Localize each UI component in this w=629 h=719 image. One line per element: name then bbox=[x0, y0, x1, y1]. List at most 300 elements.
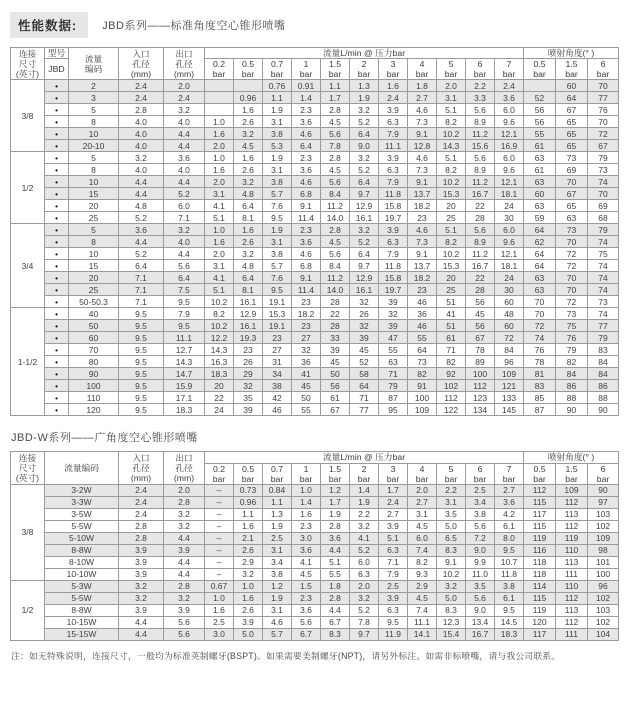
flow-code-cell: 3-5W bbox=[45, 508, 119, 520]
flow-value-cell: 35 bbox=[234, 392, 263, 404]
flow-value-cell: 6.3 bbox=[379, 236, 408, 248]
outlet-orifice-cell: 18.3 bbox=[164, 404, 205, 416]
flow-value-cell: 2.2 bbox=[350, 508, 379, 520]
angle-value-cell: 111 bbox=[556, 568, 588, 580]
outlet-orifice-cell: 4.4 bbox=[164, 128, 205, 140]
flow-value-cell: 4.5 bbox=[408, 592, 437, 604]
flow-value-cell: 23 bbox=[234, 344, 263, 356]
header-line: (mm) bbox=[130, 473, 152, 484]
flow-value-cell: 112 bbox=[437, 392, 466, 404]
angle-value-cell: 79 bbox=[556, 344, 588, 356]
header-line: 6 bbox=[600, 59, 606, 70]
model-bullet-cell bbox=[45, 272, 69, 284]
flow-value-cell: 9.1 bbox=[408, 128, 437, 140]
inlet-orifice-cell: 9.5 bbox=[119, 332, 164, 344]
flow-value-cell: 6.3 bbox=[350, 568, 379, 580]
flow-value-cell: 72 bbox=[495, 332, 524, 344]
table-row bbox=[11, 380, 619, 392]
flow-value-cell: 3.1 bbox=[263, 604, 292, 616]
flow-value-cell: 2.6 bbox=[234, 544, 263, 556]
flow-value-cell: 6.1 bbox=[495, 592, 524, 604]
inlet-orifice-cell: 4.4 bbox=[119, 176, 164, 188]
angle-value-cell: 120 bbox=[524, 616, 556, 628]
table-row bbox=[11, 272, 619, 284]
header-line: bar bbox=[212, 473, 226, 484]
flow-value-cell: 3.8 bbox=[495, 580, 524, 592]
flow-value-cell: 0.67 bbox=[205, 580, 234, 592]
model-bullet-cell bbox=[45, 152, 69, 164]
header-line: bar bbox=[386, 69, 400, 80]
header-line: 6 bbox=[477, 59, 483, 70]
flow-value-cell: 2.7 bbox=[408, 92, 437, 104]
flow-value-cell: 7.3 bbox=[408, 116, 437, 128]
model-bullet-cell bbox=[45, 296, 69, 308]
flow-value-cell: 19.3 bbox=[234, 332, 263, 344]
inlet-orifice-cell: 4.8 bbox=[119, 200, 164, 212]
angle-value-cell: 79 bbox=[588, 332, 619, 344]
flow-value-cell: 7.3 bbox=[408, 164, 437, 176]
header-line: 3 bbox=[390, 463, 396, 474]
flow-value-cell: 33 bbox=[321, 332, 350, 344]
angle-value-cell: 70 bbox=[588, 188, 619, 200]
flow-value-cell: 3.8 bbox=[263, 128, 292, 140]
flow-value-cell: – bbox=[205, 556, 234, 568]
header-line: bar bbox=[270, 473, 284, 484]
angle-value-cell: 70 bbox=[524, 296, 556, 308]
connection-size-cell: 3/4 bbox=[11, 224, 45, 308]
flow-value-cell: 10.2 bbox=[205, 320, 234, 332]
outlet-orifice-cell: 9.5 bbox=[164, 320, 205, 332]
angle-value-cell: 72 bbox=[588, 128, 619, 140]
flow-value-cell: 9.0 bbox=[350, 140, 379, 152]
header-line: 0.7 bbox=[270, 463, 284, 474]
flow-value-cell: 3.1 bbox=[205, 260, 234, 272]
flow-value-cell: 4.6 bbox=[263, 616, 292, 628]
outlet-orifice-cell: 4.4 bbox=[164, 248, 205, 260]
table-row bbox=[11, 296, 619, 308]
col-header-model: 型号 bbox=[45, 48, 69, 59]
table-row bbox=[11, 104, 619, 116]
flow-value-cell: 4.6 bbox=[408, 152, 437, 164]
col-header-connection-size bbox=[11, 452, 45, 484]
angle-value-cell: 119 bbox=[556, 532, 588, 544]
flow-value-cell: 7.9 bbox=[379, 248, 408, 260]
flow-value-cell: 1.0 bbox=[205, 152, 234, 164]
flow-value-cell: 1.9 bbox=[321, 508, 350, 520]
inlet-orifice-cell: 2.8 bbox=[119, 104, 164, 116]
flow-value-cell: 0.91 bbox=[292, 80, 321, 92]
flow-value-cell: 1.1 bbox=[321, 80, 350, 92]
model-bullet-cell bbox=[45, 248, 69, 260]
angle-value-cell: 117 bbox=[524, 628, 556, 640]
flow-value-cell: 5.2 bbox=[350, 544, 379, 556]
flow-value-cell: 41 bbox=[437, 308, 466, 320]
table-row bbox=[11, 484, 619, 496]
flow-value-cell: 1.6 bbox=[234, 104, 263, 116]
flow-value-cell: 3.8 bbox=[263, 176, 292, 188]
pressure-column-header bbox=[495, 59, 524, 80]
col-header-model-jbd: JBD bbox=[45, 59, 69, 80]
flow-value-cell: 2.4 bbox=[379, 92, 408, 104]
flow-value-cell: 4.8 bbox=[234, 260, 263, 272]
flow-value-cell: 2.9 bbox=[234, 556, 263, 568]
flow-value-cell: 12.9 bbox=[350, 200, 379, 212]
flow-value-cell bbox=[205, 104, 234, 116]
flow-value-cell: 3.5 bbox=[437, 508, 466, 520]
flow-value-cell: 4.1 bbox=[205, 272, 234, 284]
model-bullet-cell bbox=[45, 308, 69, 320]
flow-value-cell: 4.1 bbox=[350, 532, 379, 544]
inlet-orifice-cell: 2.4 bbox=[119, 92, 164, 104]
outlet-orifice-cell: 3.9 bbox=[164, 604, 205, 616]
flow-value-cell: 18.3 bbox=[205, 368, 234, 380]
angle-value-cell: 110 bbox=[556, 580, 588, 592]
flow-code-cell: 3 bbox=[69, 92, 119, 104]
table-row bbox=[11, 332, 619, 344]
flow-value-cell: 89 bbox=[466, 356, 495, 368]
flow-value-cell: 1.0 bbox=[234, 580, 263, 592]
flow-value-cell: 32 bbox=[350, 320, 379, 332]
flow-value-cell: 3.6 bbox=[292, 604, 321, 616]
flow-value-cell: 8.3 bbox=[437, 544, 466, 556]
model-bullet-cell bbox=[45, 404, 69, 416]
jbdw-wide-angle-table bbox=[10, 451, 619, 640]
table-row bbox=[11, 496, 619, 508]
flow-value-cell: 16.1 bbox=[350, 212, 379, 224]
flow-value-cell: 64 bbox=[408, 344, 437, 356]
header-line: bar bbox=[357, 69, 371, 80]
header-line: bar bbox=[212, 69, 226, 80]
bullet-icon: • bbox=[55, 369, 58, 379]
angle-value-cell: 73 bbox=[588, 164, 619, 176]
flow-value-cell: 71 bbox=[350, 392, 379, 404]
bullet-icon: • bbox=[55, 333, 58, 343]
header-line: bar bbox=[328, 473, 342, 484]
table-row bbox=[11, 140, 619, 152]
angle-value-cell: 65 bbox=[556, 116, 588, 128]
flow-value-cell: 3.2 bbox=[350, 520, 379, 532]
header-line: 2 bbox=[361, 463, 367, 474]
angle-value-cell: 110 bbox=[556, 544, 588, 556]
bullet-icon: • bbox=[55, 81, 58, 91]
flow-value-cell: 11.8 bbox=[379, 188, 408, 200]
flow-value-cell: 8.1 bbox=[234, 284, 263, 296]
flow-value-cell: 10.2 bbox=[437, 176, 466, 188]
flow-value-cell: 1.6 bbox=[234, 152, 263, 164]
flow-value-cell: 3.4 bbox=[466, 496, 495, 508]
flow-value-cell: 3.9 bbox=[379, 224, 408, 236]
flow-value-cell: 7.3 bbox=[408, 236, 437, 248]
flow-value-cell: 6.4 bbox=[350, 248, 379, 260]
header-line: 孔径 bbox=[175, 58, 193, 69]
flow-value-cell: 2.6 bbox=[234, 236, 263, 248]
flow-value-cell: 15.3 bbox=[263, 308, 292, 320]
model-bullet-cell bbox=[45, 80, 69, 92]
table-row bbox=[11, 580, 619, 592]
jbdw-series-title: JBD-W系列——广角度空心锥形喷嘴 bbox=[11, 432, 198, 445]
flow-value-cell: 6.3 bbox=[379, 116, 408, 128]
flow-value-cell: 1.1 bbox=[263, 496, 292, 508]
flow-code-cell: 40 bbox=[69, 308, 119, 320]
flow-value-cell: 30 bbox=[495, 212, 524, 224]
flow-value-cell: 36 bbox=[292, 356, 321, 368]
flow-value-cell: 39 bbox=[234, 404, 263, 416]
flow-value-cell: 63 bbox=[379, 356, 408, 368]
flow-code-cell: 5-10W bbox=[45, 532, 119, 544]
angle-value-cell: 90 bbox=[588, 484, 619, 496]
header-line: (英寸) bbox=[15, 68, 40, 79]
flow-value-cell: 6.3 bbox=[379, 604, 408, 616]
outlet-orifice-cell: 4.4 bbox=[164, 556, 205, 568]
flow-value-cell: 42 bbox=[263, 392, 292, 404]
flow-value-cell: 133 bbox=[495, 392, 524, 404]
angle-value-cell: 83 bbox=[588, 344, 619, 356]
flow-value-cell: 11.0 bbox=[466, 568, 495, 580]
angle-value-cell: 76 bbox=[524, 344, 556, 356]
flow-value-cell: 12.3 bbox=[437, 616, 466, 628]
flow-value-cell: 0.76 bbox=[263, 80, 292, 92]
flow-value-cell: – bbox=[205, 568, 234, 580]
flow-value-cell: 15.4 bbox=[437, 628, 466, 640]
bullet-icon: • bbox=[55, 321, 58, 331]
flow-value-cell: 23 bbox=[408, 284, 437, 296]
bullet-icon: • bbox=[55, 213, 58, 223]
angle-value-cell: 69 bbox=[588, 200, 619, 212]
angle-value-cell: 111 bbox=[556, 628, 588, 640]
angle-value-cell: 63 bbox=[524, 152, 556, 164]
flow-value-cell: 27 bbox=[292, 332, 321, 344]
flow-value-cell: 3.6 bbox=[292, 116, 321, 128]
pressure-column-header bbox=[350, 59, 379, 80]
flow-value-cell: 9.1 bbox=[292, 272, 321, 284]
flow-value-cell: 3.2 bbox=[234, 248, 263, 260]
angle-value-cell: 73 bbox=[556, 224, 588, 236]
flow-value-cell: 8.2 bbox=[205, 308, 234, 320]
inlet-orifice-cell: 9.5 bbox=[119, 368, 164, 380]
flow-value-cell: 14.1 bbox=[408, 628, 437, 640]
flow-value-cell: 2.5 bbox=[263, 532, 292, 544]
header-line: bar bbox=[565, 69, 578, 80]
flow-code-cell: 2 bbox=[69, 80, 119, 92]
flow-value-cell: 2.8 bbox=[321, 520, 350, 532]
header-line: bar bbox=[328, 69, 342, 80]
table-row bbox=[11, 152, 619, 164]
inlet-orifice-cell: 4.0 bbox=[119, 164, 164, 176]
angle-pressure-column-header bbox=[524, 59, 556, 80]
angle-value-cell: 83 bbox=[524, 380, 556, 392]
header-line: (mm) bbox=[173, 473, 195, 484]
angle-value-cell: 117 bbox=[524, 508, 556, 520]
inlet-orifice-cell: 2.4 bbox=[119, 80, 164, 92]
flow-value-cell: 9.1 bbox=[437, 556, 466, 568]
inlet-orifice-cell: 4.4 bbox=[119, 188, 164, 200]
flow-value-cell: 4.5 bbox=[321, 116, 350, 128]
flow-value-cell: 9.9 bbox=[466, 556, 495, 568]
angle-value-cell: 104 bbox=[588, 628, 619, 640]
angle-value-cell: 73 bbox=[556, 308, 588, 320]
header-line: (mm) bbox=[130, 68, 152, 79]
flow-code-cell: 90 bbox=[69, 368, 119, 380]
angle-value-cell: 73 bbox=[556, 152, 588, 164]
flow-code-cell: 5 bbox=[69, 152, 119, 164]
flow-code-cell: 25 bbox=[69, 212, 119, 224]
flow-value-cell: 32 bbox=[234, 380, 263, 392]
performance-data-label: 性能数据: bbox=[10, 12, 88, 38]
flow-value-cell: 10.2 bbox=[437, 248, 466, 260]
angle-value-cell: 96 bbox=[588, 580, 619, 592]
angle-pressure-column-header bbox=[588, 59, 619, 80]
flow-value-cell: – bbox=[205, 508, 234, 520]
outlet-orifice-cell: 2.8 bbox=[164, 496, 205, 508]
outlet-orifice-cell: 5.6 bbox=[164, 260, 205, 272]
header-line: 4 bbox=[419, 463, 425, 474]
table-row bbox=[11, 224, 619, 236]
angle-value-cell: 115 bbox=[524, 520, 556, 532]
flow-value-cell: 11.4 bbox=[292, 212, 321, 224]
flow-value-cell: 24 bbox=[495, 272, 524, 284]
flow-value-cell: – bbox=[205, 496, 234, 508]
flow-value-cell: 23 bbox=[408, 212, 437, 224]
inlet-orifice-cell: 5.2 bbox=[119, 248, 164, 260]
flow-value-cell: 19.1 bbox=[263, 296, 292, 308]
flow-value-cell: 11.1 bbox=[379, 140, 408, 152]
flow-value-cell: 51 bbox=[437, 320, 466, 332]
table2-head bbox=[11, 452, 619, 484]
header-line: bar bbox=[502, 69, 516, 80]
angle-value-cell: 52 bbox=[524, 92, 556, 104]
outlet-orifice-cell: 9.5 bbox=[164, 296, 205, 308]
flow-value-cell: 5.6 bbox=[321, 128, 350, 140]
model-bullet-cell bbox=[45, 368, 69, 380]
inlet-orifice-cell: 3.9 bbox=[119, 604, 164, 616]
flow-value-cell: – bbox=[205, 520, 234, 532]
angle-value-cell: 74 bbox=[588, 272, 619, 284]
flow-value-cell: 56 bbox=[466, 320, 495, 332]
header-line: 5 bbox=[448, 463, 454, 474]
flow-value-cell: 60 bbox=[495, 320, 524, 332]
header-line: 尺寸 bbox=[18, 463, 37, 474]
flow-value-cell: 5.1 bbox=[437, 104, 466, 116]
angle-value-cell: 64 bbox=[524, 248, 556, 260]
table-row bbox=[11, 356, 619, 368]
flow-code-cell: 10 bbox=[69, 176, 119, 188]
table-row bbox=[11, 308, 619, 320]
flow-code-cell: 15-15W bbox=[45, 628, 119, 640]
angle-value-cell: 64 bbox=[556, 92, 588, 104]
jbd-standard-angle-table bbox=[10, 47, 619, 416]
flow-value-cell: 3.2 bbox=[234, 568, 263, 580]
flow-value-cell: – bbox=[205, 544, 234, 556]
flow-value-cell: 7.4 bbox=[408, 544, 437, 556]
flow-value-cell: 2.9 bbox=[408, 580, 437, 592]
flow-code-cell: 15 bbox=[69, 188, 119, 200]
inlet-orifice-cell: 3.9 bbox=[119, 556, 164, 568]
table-row bbox=[11, 368, 619, 380]
inlet-orifice-cell: 9.5 bbox=[119, 404, 164, 416]
flow-value-cell: 3.6 bbox=[495, 496, 524, 508]
flow-value-cell: 1.9 bbox=[350, 92, 379, 104]
flow-value-cell: 2.7 bbox=[408, 496, 437, 508]
flow-value-cell: 4.2 bbox=[495, 508, 524, 520]
header-line: 1.5 bbox=[565, 463, 578, 474]
flow-value-cell: – bbox=[205, 484, 234, 496]
flow-value-cell: 100 bbox=[408, 392, 437, 404]
flow-value-cell: 134 bbox=[466, 404, 495, 416]
bullet-icon: • bbox=[55, 405, 58, 415]
flow-value-cell: 32 bbox=[379, 308, 408, 320]
flow-value-cell: 11.4 bbox=[292, 284, 321, 296]
flow-value-cell: 5.6 bbox=[321, 176, 350, 188]
model-bullet-cell bbox=[45, 128, 69, 140]
model-bullet-cell bbox=[45, 332, 69, 344]
angle-value-cell: 70 bbox=[524, 308, 556, 320]
flow-value-cell: 71 bbox=[379, 368, 408, 380]
flow-value-cell: 23 bbox=[292, 320, 321, 332]
col-header-flow-code bbox=[69, 48, 119, 80]
flow-value-cell: 2.5 bbox=[379, 580, 408, 592]
flow-value-cell: 20 bbox=[205, 380, 234, 392]
outlet-orifice-cell: 7.1 bbox=[164, 212, 205, 224]
outlet-orifice-cell: 15.9 bbox=[164, 380, 205, 392]
angle-value-cell: 78 bbox=[524, 356, 556, 368]
angle-value-cell: 72 bbox=[556, 260, 588, 272]
flow-code-cell: 5-3W bbox=[45, 580, 119, 592]
header-line: bar bbox=[299, 69, 313, 80]
flow-value-cell: 5.6 bbox=[292, 616, 321, 628]
model-bullet-cell bbox=[45, 224, 69, 236]
flow-value-cell: 16.3 bbox=[205, 356, 234, 368]
page-header bbox=[10, 12, 619, 38]
flow-value-cell: 16.1 bbox=[350, 284, 379, 296]
flow-value-cell: 2.5 bbox=[466, 484, 495, 496]
jbd-series-title: JBD系列——标准角度空心锥形喷嘴 bbox=[102, 20, 286, 32]
header-row-1 bbox=[11, 48, 619, 59]
angle-value-cell: 87 bbox=[524, 404, 556, 416]
flow-value-cell: 48 bbox=[495, 308, 524, 320]
flow-value-cell: 82 bbox=[408, 368, 437, 380]
angle-value-cell: 67 bbox=[588, 140, 619, 152]
angle-value-cell: 56 bbox=[524, 104, 556, 116]
flow-value-cell: 100 bbox=[466, 368, 495, 380]
flow-value-cell: 3.1 bbox=[205, 188, 234, 200]
header-line: 0.2 bbox=[212, 463, 226, 474]
table-row bbox=[11, 508, 619, 520]
flow-value-cell: 78 bbox=[466, 344, 495, 356]
inlet-orifice-cell: 3.6 bbox=[119, 224, 164, 236]
flow-value-cell: 9.1 bbox=[408, 176, 437, 188]
flow-value-cell: 5.3 bbox=[263, 140, 292, 152]
header-line: 6 bbox=[477, 463, 483, 474]
model-bullet-cell bbox=[45, 380, 69, 392]
flow-value-cell: 1.6 bbox=[234, 520, 263, 532]
header-line: 0.5 bbox=[241, 59, 255, 70]
model-bullet-cell bbox=[45, 140, 69, 152]
angle-value-cell: 67 bbox=[556, 104, 588, 116]
flow-value-cell: 7.8 bbox=[350, 616, 379, 628]
flow-value-cell: 2.3 bbox=[292, 520, 321, 532]
flow-value-cell: 9.1 bbox=[408, 248, 437, 260]
bullet-icon: • bbox=[55, 153, 58, 163]
pressure-column-header bbox=[263, 59, 292, 80]
flow-value-cell: 45 bbox=[292, 380, 321, 392]
pressure-column-header bbox=[379, 59, 408, 80]
table-row bbox=[11, 320, 619, 332]
flow-value-cell: 3.6 bbox=[292, 236, 321, 248]
table1-head bbox=[11, 48, 619, 80]
pressure-column-header bbox=[292, 463, 321, 484]
outlet-orifice-cell: 4.0 bbox=[164, 116, 205, 128]
outlet-orifice-cell: 2.0 bbox=[164, 80, 205, 92]
